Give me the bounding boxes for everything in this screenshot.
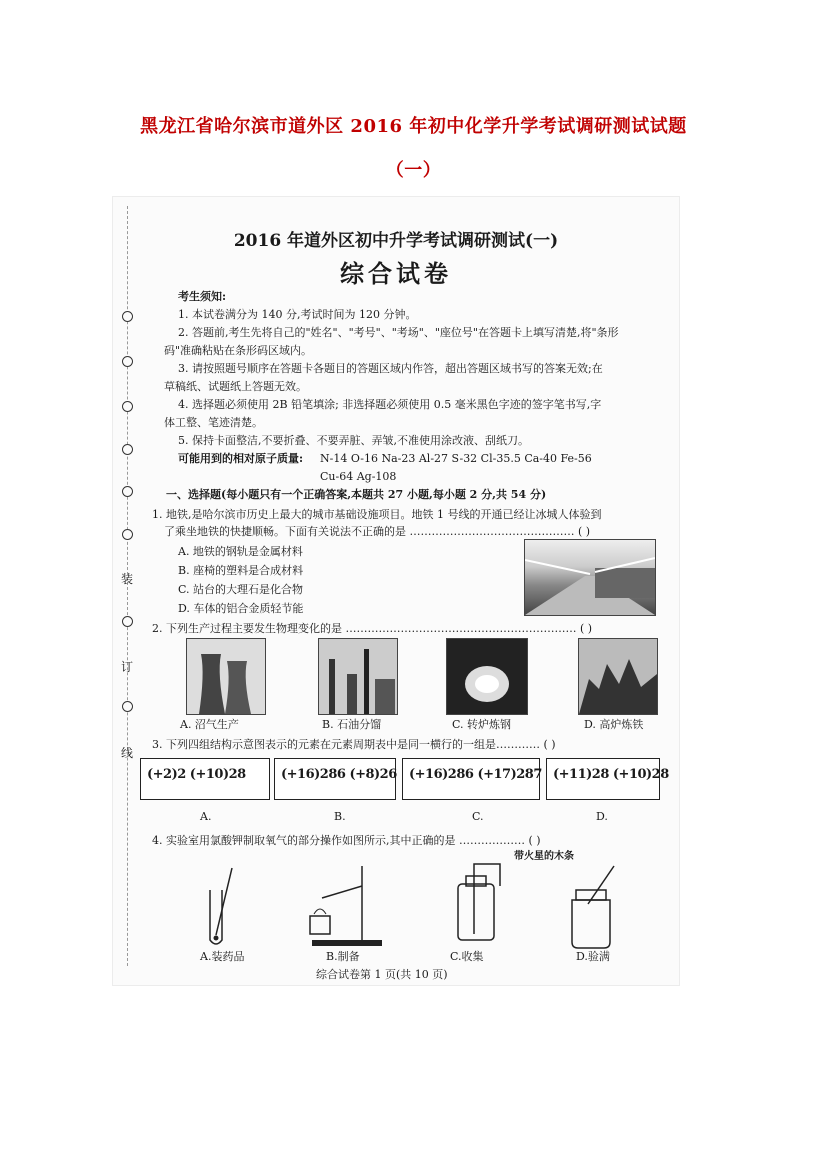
question-4-label: D.验满 (576, 950, 610, 963)
question-4-stem: 4. 实验室用氯酸钾制取氧气的部分操作如图所示,其中正确的是 ……………… ( ) (152, 834, 541, 847)
converter-steelmaking-photo (446, 638, 528, 715)
test-tube-loading-diagram (192, 860, 252, 950)
question-4-annotation: 带火星的木条 (514, 851, 574, 862)
question-1-option: A. 地铁的钢轨是金属材料 (178, 545, 303, 558)
binding-hole (122, 529, 133, 540)
binding-hole (122, 486, 133, 497)
notice-line: 码"准确粘贴在条形码区域内。 (164, 344, 313, 357)
subway-station-photo (524, 539, 656, 616)
gas-collection-bottle-diagram (450, 856, 510, 952)
structure-diagram-label: (+16)286 (+17)287 (409, 767, 542, 782)
binding-char: 线 (121, 746, 134, 760)
oxygen-preparation-apparatus-diagram (292, 856, 382, 952)
question-2-option: B. 石油分馏 (322, 718, 382, 731)
binding-char: 装 (121, 572, 134, 586)
oxygen-full-test-diagram (560, 864, 630, 954)
question-3-label: B. (334, 810, 346, 823)
question-4-label: B.制备 (326, 950, 360, 963)
exam-subtitle: 综合试卷 (340, 259, 452, 288)
notice-line: 草稿纸、试题纸上答题无效。 (164, 380, 307, 393)
binding-hole (122, 401, 133, 412)
structure-diagram-label: (+16)286 (+8)26 (281, 767, 397, 782)
question-1-option: C. 站台的大理石是化合物 (178, 583, 304, 596)
notice-line: 2. 答题前,考生先将自己的"姓名"、"考号"、"考场"、"座位号"在答题卡上填写清楚,将"条形 (178, 326, 619, 339)
binding-hole (122, 616, 133, 627)
question-3-label: D. (596, 810, 608, 823)
atomic-structure-diagram-a (140, 758, 270, 800)
question-3-label: A. (200, 810, 212, 823)
atomic-mass-values-2: Cu-64 Ag-108 (320, 470, 397, 483)
question-1-option: D. 车体的铝合金质轻节能 (178, 602, 304, 615)
atomic-mass-values: N-14 O-16 Na-23 Al-27 S-32 Cl-35.5 Ca-40 Fe-56 (320, 452, 592, 465)
scanned-exam-page (112, 196, 680, 986)
question-2-option: A. 沼气生产 (180, 718, 239, 731)
document-title-suffix: （一） (385, 160, 442, 181)
atomic-mass-label: 可能用到的相对原子质量: (178, 452, 304, 465)
structure-diagram-label: (+2)2 (+10)28 (147, 767, 246, 782)
atomic-structure-diagram-c (402, 758, 540, 800)
biogas-plant-photo (186, 638, 266, 715)
binding-hole (122, 444, 133, 455)
atomic-structure-diagram-b (274, 758, 396, 800)
question-2-option: C. 转炉炼钢 (452, 718, 512, 731)
notice-line: 5. 保持卡面整洁,不要折叠、不要弄脏、弄皱,不准使用涂改液、刮纸刀。 (178, 434, 529, 447)
binding-hole (122, 356, 133, 367)
notice-heading: 考生须知: (178, 290, 227, 303)
notice-line: 体工整、笔迹清楚。 (164, 416, 263, 429)
notice-line: 1. 本试卷满分为 140 分,考试时间为 120 分钟。 (178, 308, 417, 321)
document-title: 黑龙江省哈尔滨市道外区 2016 年初中化学升学考试调研测试试题 (140, 116, 687, 137)
binding-char: 订 (121, 660, 134, 674)
atomic-structure-diagram-d (546, 758, 669, 800)
binding-hole (122, 701, 133, 712)
notice-line: 3. 请按照题号顺序在答题卡各题目的答题区域内作答，超出答题区域书写的答案无效;在 (178, 362, 603, 375)
question-2-stem: 2. 下列生产过程主要发生物理变化的是 ……………………………………………………… ( ) (152, 622, 593, 635)
binding-hole (122, 311, 133, 322)
question-1-stem-2: 了乘坐地铁的快捷顺畅。下面有关说法不正确的是 ……………………………………… ( ) (164, 525, 591, 538)
notice-line: 4. 选择题必须使用 2B 铅笔填涂; 非选择题必须使用 0.5 毫米黑色字迹的签字笔书写,字 (178, 398, 602, 411)
question-4-label: C.收集 (450, 950, 484, 963)
blast-furnace-photo (578, 638, 658, 715)
question-2-option: D. 高炉炼铁 (584, 718, 644, 731)
question-3-label: C. (472, 810, 484, 823)
question-4-label: A.装药品 (200, 950, 245, 963)
question-1-option: B. 座椅的塑料是合成材料 (178, 564, 304, 577)
structure-diagram-label: (+11)28 (+10)28 (553, 767, 669, 782)
section-heading: 一、选择题(每小题只有一个正确答案,本题共 27 小题,每小题 2 分,共 54 分) (166, 488, 547, 501)
oil-refinery-photo (318, 638, 398, 715)
question-1-stem: 1. 地铁,是哈尔滨市历史上最大的城市基础设施项目。地铁 1 号线的开通已经让冰城人体验到 (152, 508, 602, 521)
question-3-stem: 3. 下列四组结构示意图表示的元素在元素周期表中是同一横行的一组是………… ( ) (152, 738, 556, 751)
page-footer: 综合试卷第 1 页(共 10 页) (316, 968, 448, 981)
exam-title: 2016 年道外区初中升学考试调研测试(一) (233, 231, 559, 251)
